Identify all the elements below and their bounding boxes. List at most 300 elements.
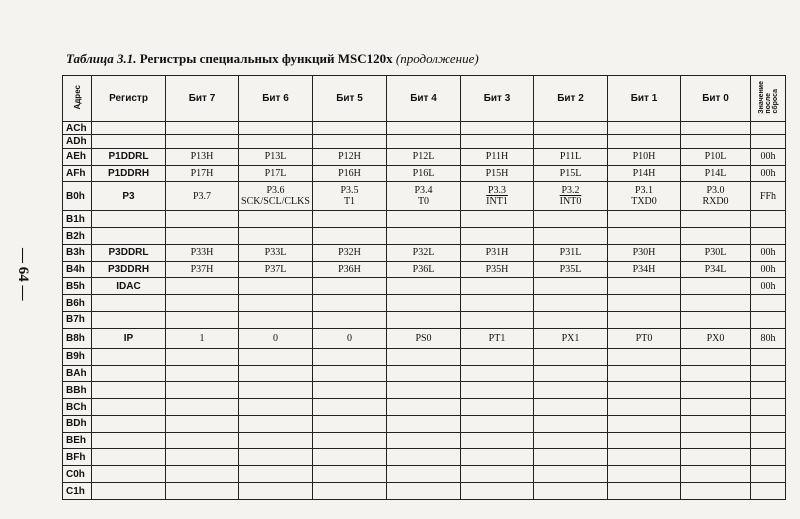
caption-lead: Таблица 3.1. [66,51,137,66]
bit-3-cell [461,182,534,211]
bit-2-cell [534,228,608,245]
bit-1-cell [608,182,681,211]
address-cell: B5h [63,278,92,295]
bit-primary-label: P36L [412,264,435,276]
bit-1-cell [608,365,681,382]
bit-0-cell [681,182,751,211]
bit-4-cell [387,295,461,312]
bit-primary-label: P3.3 [487,185,507,197]
reset-value-cell [751,228,786,245]
header-bit-1: Бит 1 [608,76,681,122]
bit-3-cell [461,382,534,399]
bit-6-cell [239,122,313,135]
table-row [63,382,786,399]
bit-6-cell [239,278,313,295]
bit-alt-function-label: INT0 [559,196,582,208]
bit-3-cell [461,211,534,228]
bit-primary-label: P3.5 [340,185,359,197]
bit-1-cell [608,432,681,449]
address-cell: B8h [63,328,92,348]
bit-7-cell [166,165,239,182]
bit-3-cell [461,295,534,312]
bit-6-cell [239,466,313,483]
bit-5-cell [313,278,387,295]
bit-5-cell [313,122,387,135]
bit-6-cell [239,228,313,245]
bit-6-cell [239,312,313,329]
bit-6-cell [239,449,313,466]
bit-4-cell [387,449,461,466]
bit-primary-label: P33L [264,247,287,259]
bit-2-cell [534,148,608,165]
table-row [63,466,786,483]
bit-primary-label: P13L [264,151,287,163]
bit-5-cell [313,382,387,399]
bit-7-cell [166,415,239,432]
register-name-cell [92,211,166,228]
bit-3-cell [461,244,534,261]
bit-2-cell [534,295,608,312]
bit-primary-label: P14H [632,167,656,179]
bit-primary-label: P16H [338,167,361,179]
bit-6-cell [239,399,313,416]
bit-5-cell [313,483,387,500]
bit-5-cell [313,211,387,228]
bit-6-cell [239,165,313,182]
register-name-cell [92,399,166,416]
bit-7-cell [166,148,239,165]
bit-6-cell [239,211,313,228]
bit-4-cell [387,415,461,432]
register-name-cell: P1DDRH [92,165,166,182]
bit-primary-label: P3.1 [634,185,654,197]
bit-0-cell [681,228,751,245]
table-row [63,182,786,211]
bit-7-cell [166,328,239,348]
register-name-cell: P3DDRH [92,261,166,278]
bit-4-cell [387,432,461,449]
register-name-cell [92,415,166,432]
register-name-cell: P3DDRL [92,244,166,261]
bit-5-cell [313,399,387,416]
address-cell: B2h [63,228,92,245]
table-row [63,365,786,382]
bit-0-cell [681,365,751,382]
bit-4-cell [387,244,461,261]
bit-primary-label: P35L [559,264,582,276]
bit-5-cell [313,432,387,449]
bit-2-cell [534,211,608,228]
bit-6-cell [239,261,313,278]
bit-4-cell [387,122,461,135]
bit-primary-label: P10H [632,151,656,163]
bit-4-cell [387,261,461,278]
bit-0-cell [681,278,751,295]
bit-7-cell [166,135,239,148]
bit-2-cell [534,244,608,261]
bit-1-cell [608,449,681,466]
bit-1-cell [608,261,681,278]
bit-5-cell [313,244,387,261]
bit-primary-label: P3.6 [266,185,285,197]
header-register: Регистр [92,76,166,122]
bit-primary-label: P16L [412,167,435,179]
table-row [63,211,786,228]
bit-5-cell [313,295,387,312]
reset-value-cell [751,483,786,500]
bit-7-cell [166,182,239,211]
bit-7-cell [166,399,239,416]
bit-2-cell [534,432,608,449]
bit-3-cell [461,122,534,135]
bit-5-cell [313,261,387,278]
reset-value-cell [751,399,786,416]
bit-2-cell [534,278,608,295]
reset-value-cell [751,382,786,399]
bit-6-cell [239,295,313,312]
bit-0-cell [681,449,751,466]
bit-primary-label: P13H [190,151,214,163]
bit-0-cell [681,312,751,329]
bit-1-cell [608,382,681,399]
bit-primary-label: P31L [559,247,582,259]
address-cell: BBh [63,382,92,399]
bit-alt-function-label: T0 [417,196,430,208]
address-cell: AEh [63,148,92,165]
bit-4-cell [387,228,461,245]
reset-value-cell [751,122,786,135]
bit-1-cell [608,466,681,483]
bit-2-cell [534,122,608,135]
bit-2-cell [534,261,608,278]
caption-continuation: (продолжение) [395,51,479,66]
bit-alt-function-label: TXD0 [631,196,657,208]
reset-value-cell: 80h [751,328,786,348]
reset-value-cell: FFh [751,182,786,211]
bit-0-cell [681,399,751,416]
bit-1-cell [608,211,681,228]
address-cell: BEh [63,432,92,449]
bit-0-cell [681,244,751,261]
bit-primary-label: P30L [704,247,727,259]
bit-0-cell [681,432,751,449]
table-row [63,328,786,348]
bit-4-cell [387,148,461,165]
address-cell: BCh [63,399,92,416]
bit-0-cell [681,483,751,500]
bit-7-cell [166,466,239,483]
bit-1-cell [608,244,681,261]
register-name-cell [92,135,166,148]
table-row [63,432,786,449]
bit-7-cell [166,432,239,449]
bit-4-cell [387,365,461,382]
bit-3-cell [461,165,534,182]
bit-1-cell [608,148,681,165]
table-row [63,295,786,312]
bit-primary-label: P11H [485,151,509,163]
bit-5-cell [313,466,387,483]
bit-1-cell [608,399,681,416]
address-cell: B4h [63,261,92,278]
register-name-cell [92,122,166,135]
bit-5-cell [313,328,387,348]
bit-primary-label: PX0 [706,332,725,344]
bit-6-cell [239,382,313,399]
table-row [63,449,786,466]
header-bit-5: Бит 5 [313,76,387,122]
bit-primary-label: P3.4 [414,185,433,197]
bit-primary-label: P3.2 [561,185,580,197]
bit-3-cell [461,365,534,382]
bit-6-cell [239,148,313,165]
bit-7-cell [166,295,239,312]
reset-value-cell [751,415,786,432]
bit-4-cell [387,211,461,228]
bit-3-cell [461,449,534,466]
bit-0-cell [681,415,751,432]
bit-primary-label: PS0 [415,332,432,344]
address-cell: C0h [63,466,92,483]
bit-primary-label: P15L [559,167,582,179]
register-name-cell [92,228,166,245]
reset-value-cell [751,295,786,312]
bit-alt-function-label: RXD0 [702,196,729,208]
address-cell: C1h [63,483,92,500]
header-bit-3: Бит 3 [461,76,534,122]
header-row [63,76,786,122]
table-row [63,483,786,500]
bit-primary-label: P11L [559,151,582,163]
bit-0-cell [681,165,751,182]
bit-1-cell [608,165,681,182]
bit-primary-label: 0 [273,332,278,344]
register-name-cell: IP [92,328,166,348]
address-cell: B1h [63,211,92,228]
bit-4-cell [387,135,461,148]
bit-2-cell [534,415,608,432]
table-row [63,348,786,365]
bit-5-cell [313,182,387,211]
address-cell: BDh [63,415,92,432]
bit-6-cell [239,365,313,382]
header-address: Адрес [63,76,92,122]
header-bit-2: Бит 2 [534,76,608,122]
reset-value-cell [751,432,786,449]
reset-value-cell: 00h [751,148,786,165]
bit-primary-label: P33H [190,247,214,259]
bit-1-cell [608,278,681,295]
bit-4-cell [387,466,461,483]
bit-4-cell [387,278,461,295]
bit-7-cell [166,348,239,365]
reset-value-cell: 00h [751,278,786,295]
bit-3-cell [461,148,534,165]
table-caption [66,51,479,67]
bit-2-cell [534,182,608,211]
table-row [63,312,786,329]
bit-4-cell [387,182,461,211]
address-cell: BFh [63,449,92,466]
bit-primary-label: P10L [704,151,727,163]
bit-7-cell [166,365,239,382]
address-cell: ADh [63,135,92,148]
bit-2-cell [534,449,608,466]
bit-6-cell [239,328,313,348]
bit-0-cell [681,328,751,348]
register-name-cell [92,365,166,382]
address-cell: B9h [63,348,92,365]
address-cell: ACh [63,122,92,135]
bit-7-cell [166,261,239,278]
bit-5-cell [313,228,387,245]
header-bit-4: Бит 4 [387,76,461,122]
bit-7-cell [166,483,239,500]
bit-0-cell [681,295,751,312]
register-name-cell [92,295,166,312]
bit-alt-function-label: INT1 [486,196,508,208]
register-name-cell: P3 [92,182,166,211]
bit-2-cell [534,365,608,382]
table-row [63,244,786,261]
bit-6-cell [239,135,313,148]
address-cell: BAh [63,365,92,382]
bit-primary-label: 0 [347,332,352,344]
table-row [63,148,786,165]
bit-primary-label: P3.0 [706,185,725,197]
address-cell: B7h [63,312,92,329]
reset-value-cell [751,466,786,483]
bit-6-cell [239,483,313,500]
bit-2-cell [534,483,608,500]
reset-value-cell [751,312,786,329]
bit-5-cell [313,365,387,382]
bit-3-cell [461,261,534,278]
bit-7-cell [166,211,239,228]
bit-1-cell [608,122,681,135]
bit-5-cell [313,135,387,148]
bit-primary-label: P30H [632,247,656,259]
address-cell: B3h [63,244,92,261]
page-number: — 64 — [15,248,31,301]
bit-3-cell [461,432,534,449]
register-name-cell [92,348,166,365]
bit-7-cell [166,228,239,245]
bit-3-cell [461,483,534,500]
bit-alt-function-label: SCK/SCL/CLKS [241,196,310,208]
bit-6-cell [239,244,313,261]
bit-3-cell [461,415,534,432]
bit-primary-label: PX1 [561,332,580,344]
reset-value-cell [751,449,786,466]
bit-primary-label: P31H [485,247,509,259]
bit-1-cell [608,415,681,432]
bit-3-cell [461,399,534,416]
bit-2-cell [534,348,608,365]
bit-3-cell [461,348,534,365]
bit-2-cell [534,135,608,148]
bit-alt-function-label: T1 [343,196,356,208]
bit-3-cell [461,328,534,348]
bit-4-cell [387,348,461,365]
bit-1-cell [608,228,681,245]
bit-2-cell [534,165,608,182]
bit-5-cell [313,415,387,432]
bit-3-cell [461,312,534,329]
bit-3-cell [461,278,534,295]
bit-7-cell [166,122,239,135]
reset-value-cell [751,348,786,365]
bit-primary-label: P34L [704,264,727,276]
bit-0-cell [681,148,751,165]
header-bit-6: Бит 6 [239,76,313,122]
bit-primary-label: P37L [264,264,287,276]
bit-5-cell [313,312,387,329]
bit-primary-label: P34H [632,264,656,276]
caption-title: Регистры специальных функций MSC120x [139,51,393,66]
register-name-cell: P1DDRL [92,148,166,165]
bit-primary-label: P35H [485,264,509,276]
bit-6-cell [239,182,313,211]
register-name-cell [92,483,166,500]
reset-value-cell: 00h [751,261,786,278]
bit-0-cell [681,211,751,228]
bit-4-cell [387,382,461,399]
reset-value-cell: 00h [751,244,786,261]
table-row [63,399,786,416]
register-name-cell: IDAC [92,278,166,295]
bit-primary-label: P17H [190,167,214,179]
table-row [63,278,786,295]
address-cell: B6h [63,295,92,312]
bit-3-cell [461,466,534,483]
bit-0-cell [681,122,751,135]
bit-0-cell [681,382,751,399]
bit-7-cell [166,382,239,399]
table-row [63,165,786,182]
table-row [63,228,786,245]
table-row [63,261,786,278]
header-bit-0: Бит 0 [681,76,751,122]
bit-2-cell [534,328,608,348]
bit-3-cell [461,135,534,148]
register-name-cell [92,312,166,329]
bit-7-cell [166,278,239,295]
table-row [63,415,786,432]
header-bit-7: Бит 7 [166,76,239,122]
bit-6-cell [239,348,313,365]
bit-7-cell [166,312,239,329]
bit-0-cell [681,348,751,365]
bit-primary-label: PT0 [635,332,653,344]
bit-primary-label: P32L [412,247,435,259]
bit-primary-label: PT1 [488,332,506,344]
bit-6-cell [239,432,313,449]
reset-value-cell: 00h [751,165,786,182]
register-name-cell [92,466,166,483]
bit-1-cell [608,295,681,312]
bit-2-cell [534,382,608,399]
bit-6-cell [239,415,313,432]
bit-primary-label: P36H [338,264,361,276]
bit-primary-label: P37H [190,264,214,276]
bit-4-cell [387,483,461,500]
bit-2-cell [534,312,608,329]
table-row [63,122,786,135]
bit-7-cell [166,449,239,466]
bit-5-cell [313,449,387,466]
bit-1-cell [608,483,681,500]
